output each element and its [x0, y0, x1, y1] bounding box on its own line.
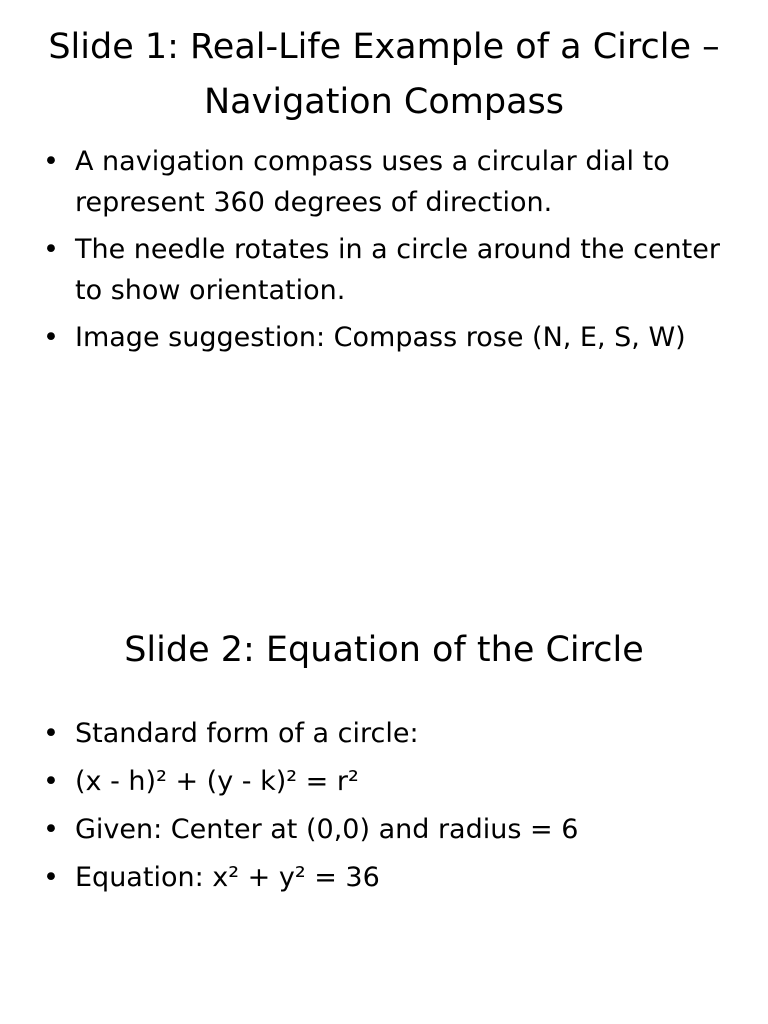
- bullet-text: A navigation compass uses a circular dial to represent 360 degrees of direction.: [75, 146, 670, 218]
- bullet-list: [0, 141, 768, 364]
- bullet-item: [0, 857, 768, 898]
- bullet-item: [0, 761, 768, 802]
- bullet-item: [0, 713, 768, 754]
- bullet-dot: •: [43, 234, 59, 265]
- slide-title: Slide 2: Equation of the Circle: [124, 630, 644, 670]
- bullet-text: (x - h)² + (y - k)² = r²: [75, 766, 359, 797]
- bullet-text: Standard form of a circle:: [75, 718, 419, 749]
- bullet-item: [0, 141, 768, 223]
- bullet-dot: •: [43, 718, 59, 749]
- bullet-dot: •: [43, 814, 59, 845]
- bullet-dot: •: [43, 146, 59, 177]
- slide-2: [0, 512, 768, 1024]
- bullet-text: The needle rotates in a circle around the center to show orientation.: [75, 234, 720, 306]
- bullet-dot: •: [43, 766, 59, 797]
- bullet-text: Given: Center at (0,0) and radius = 6: [75, 814, 579, 845]
- slide-title: Slide 1: Real-Life Example of a Circle – Navigation Compass: [48, 27, 720, 122]
- bullet-list: [0, 713, 768, 905]
- bullet-item: [0, 809, 768, 850]
- bullet-text: Image suggestion: Compass rose (N, E, S, W): [75, 322, 686, 353]
- bullet-item: [0, 317, 768, 358]
- bullet-dot: •: [43, 862, 59, 893]
- bullet-item: [0, 229, 768, 311]
- bullet-dot: •: [43, 322, 59, 353]
- bullet-text: Equation: x² + y² = 36: [75, 862, 380, 893]
